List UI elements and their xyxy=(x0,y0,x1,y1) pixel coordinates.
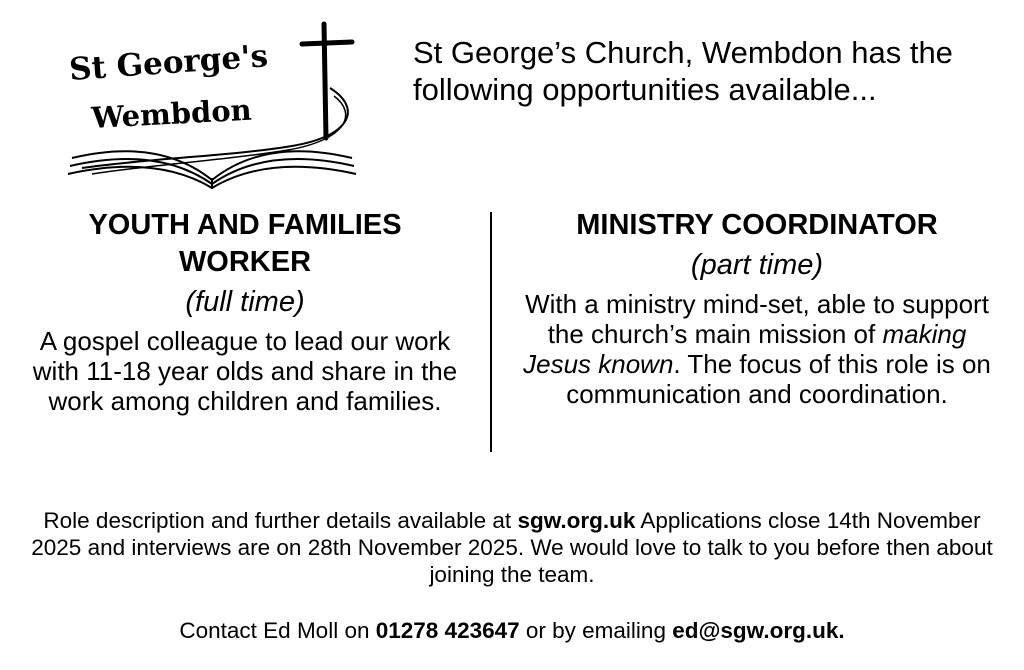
intro-text: St George’s Church, Wembdon has the following opportunities available... xyxy=(413,35,953,107)
role-title-line2: WORKER xyxy=(178,246,312,278)
role-description xyxy=(512,289,1002,409)
role-description: A gospel colleague to lead our work with 11-18 year olds and share in the work among children and families. xyxy=(32,326,458,416)
contact-text xyxy=(20,617,1004,644)
church-logo xyxy=(62,18,362,190)
role-desc-emphasis: making Jesus known xyxy=(523,319,967,379)
role-desc-part2: . The focus of this role is on communication and coordination. xyxy=(566,349,991,409)
logo-line1: St George's xyxy=(68,38,270,88)
contact-prefix: Contact Ed Moll on xyxy=(179,618,376,643)
open-book-icon xyxy=(68,151,356,189)
role-ministry-coordinator xyxy=(512,207,1002,409)
role-title xyxy=(20,207,470,281)
role-type: (part time) xyxy=(690,249,824,281)
logo-line2: Wembdon xyxy=(90,92,253,135)
role-type: (full time) xyxy=(185,286,305,318)
logo-graphic xyxy=(62,18,362,190)
role-desc-part1: With a ministry mind-set, able to support the church’s main mission of xyxy=(525,289,989,349)
role-title-line1: YOUTH AND FAMILIES xyxy=(88,209,402,241)
website-link[interactable]: sgw.org.uk xyxy=(517,508,636,533)
details-prefix: Role description and further details available at xyxy=(43,508,518,533)
email-link[interactable]: ed@sgw.org.uk. xyxy=(672,618,845,643)
column-divider xyxy=(490,212,492,452)
phone-number[interactable]: 01278 423647 xyxy=(375,618,520,643)
role-youth-families xyxy=(20,207,470,416)
details-suffix: Applications close 14th November 2025 and interviews are on 28th November 2025. We would love to talk to you before then about joining the team. xyxy=(31,508,993,587)
role-title: MINISTRY COORDINATOR xyxy=(576,209,938,241)
details-text xyxy=(20,507,1004,588)
contact-middle: or by emailing xyxy=(519,618,673,643)
